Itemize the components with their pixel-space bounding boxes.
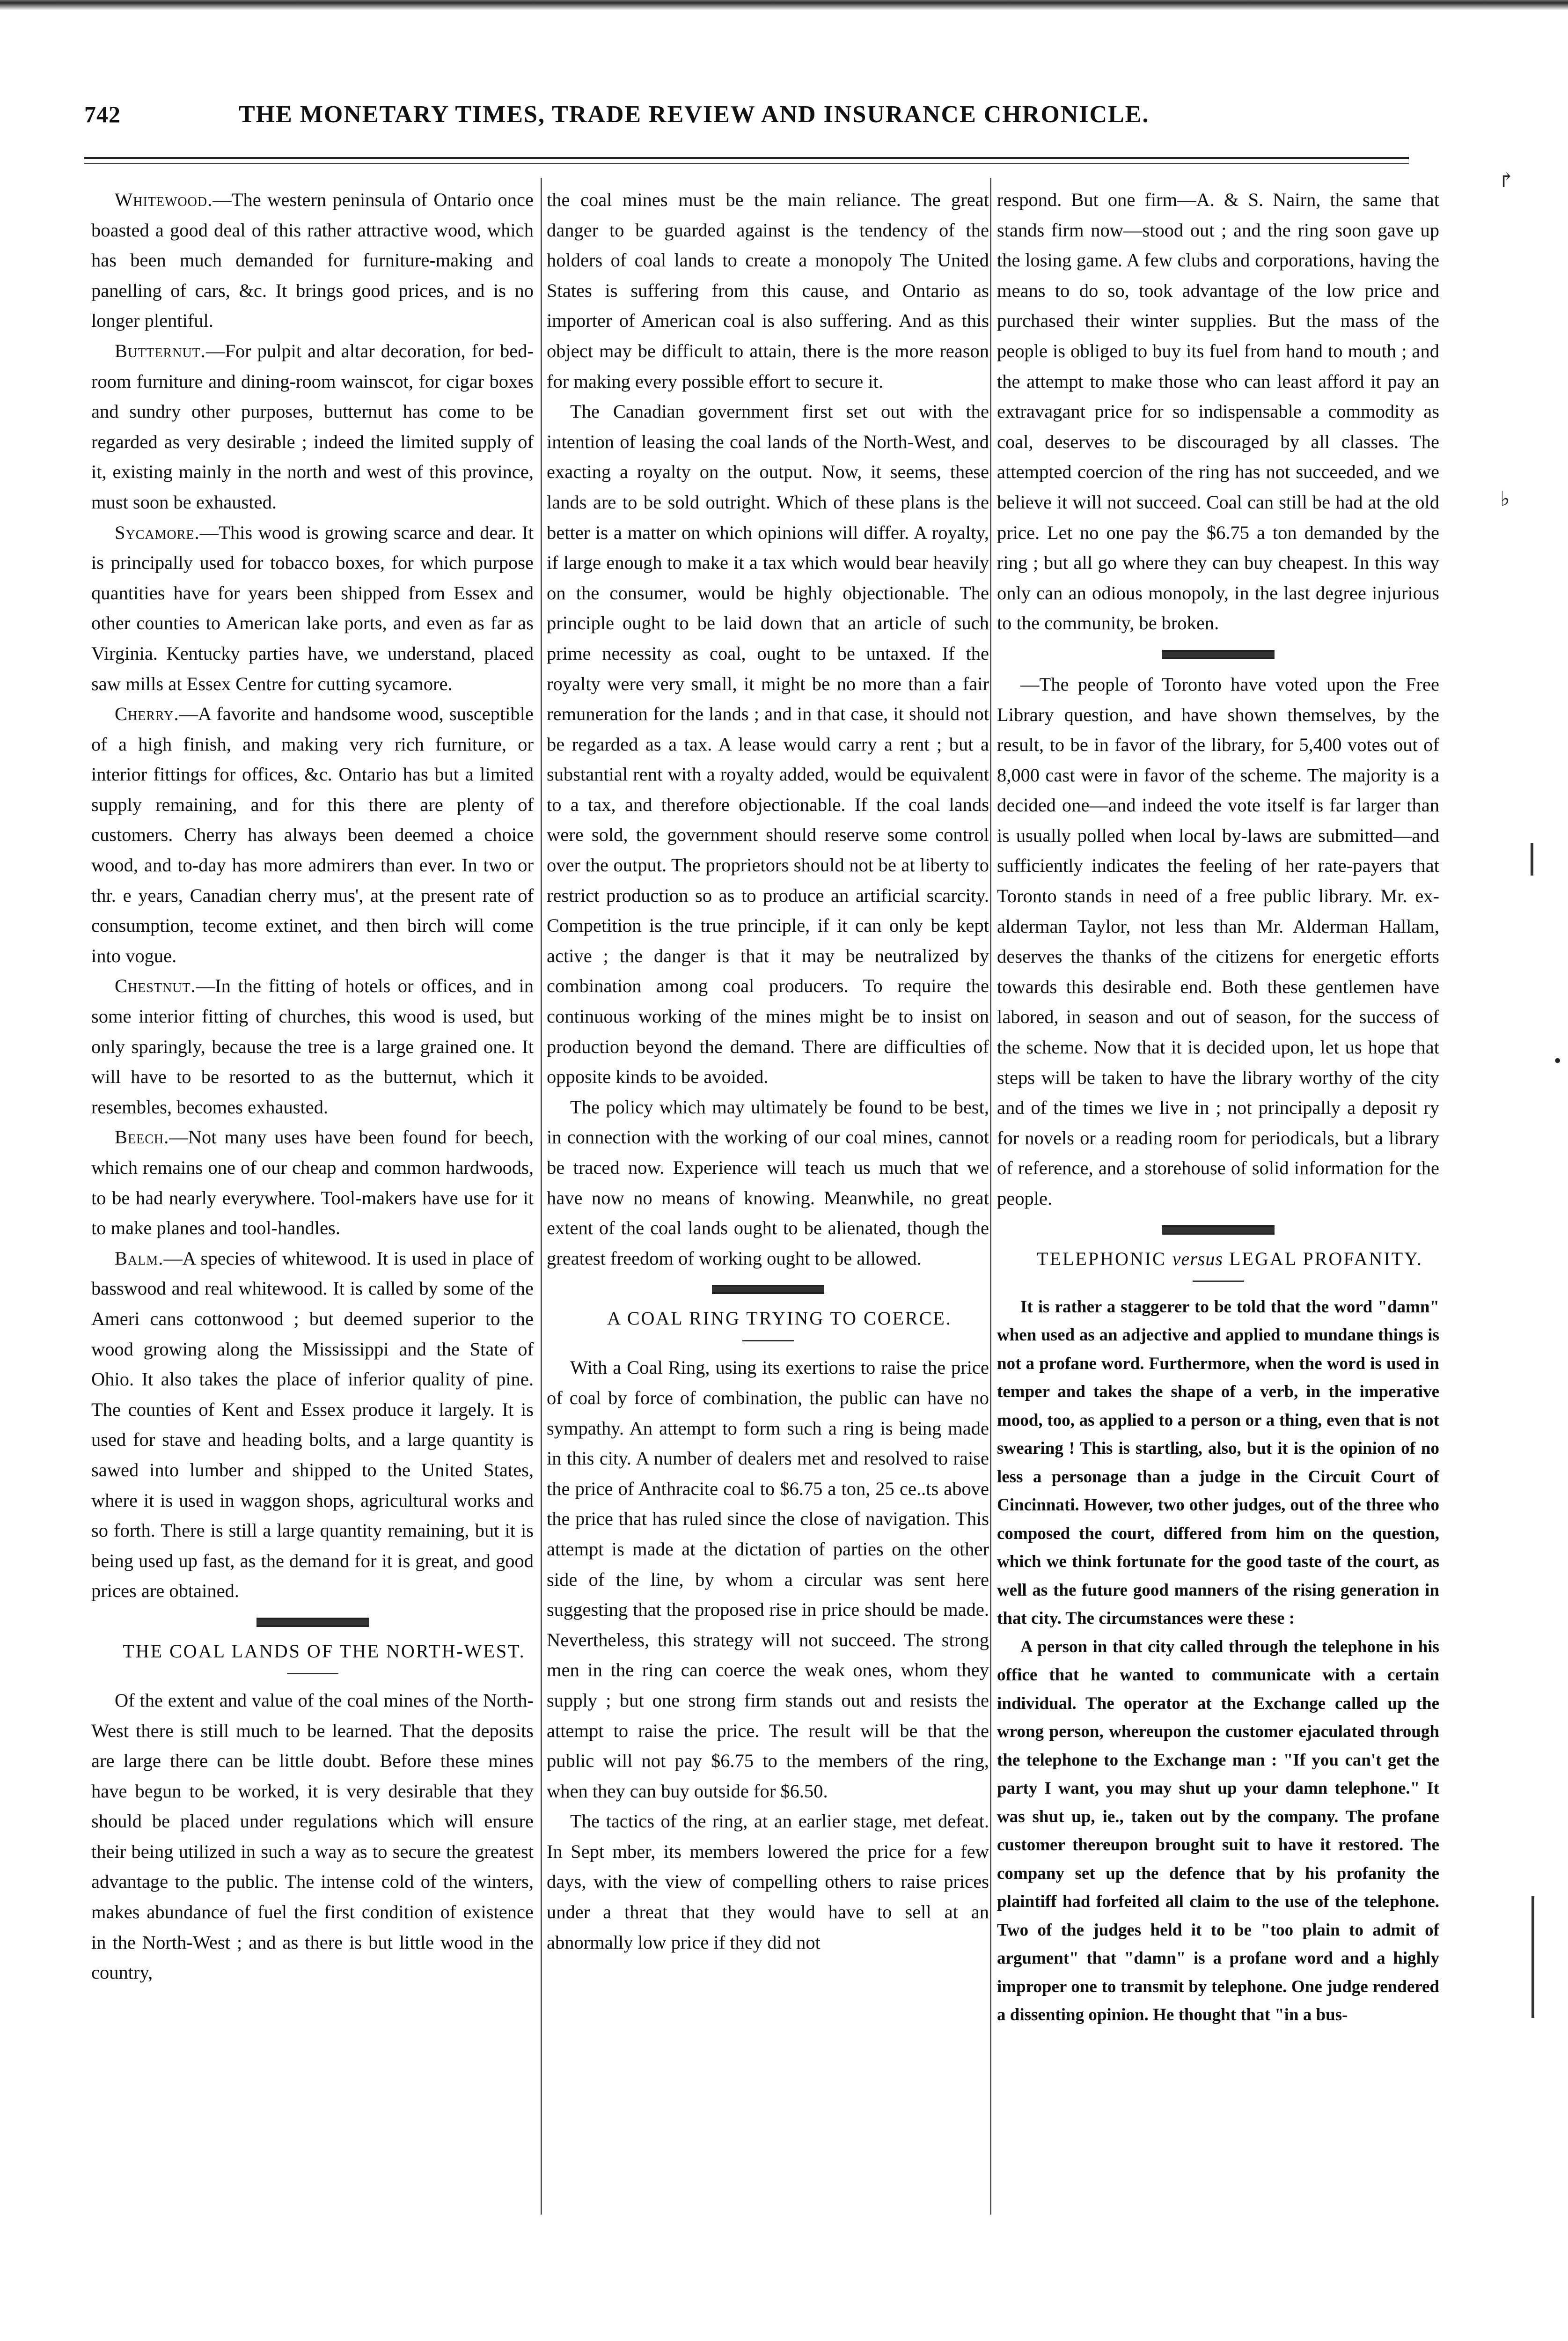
coal-lands-continued: the coal mines must be the main reliance. The great danger to be guarded against is the tendency of the holders of coal lands to create a monopoly The United States is suffering from this cause, and Ontario as importer of American coal is also suffering. And as this object may be difficult to attain, there is the more reason for making every possible effort to secure it. xyxy=(547,189,989,392)
margin-mark: • xyxy=(1554,1049,1561,1072)
scan-streak xyxy=(1531,1896,1534,2018)
entry-term: Chestnut. xyxy=(115,975,196,997)
heading-versus: versus xyxy=(1172,1248,1223,1269)
scan-streak xyxy=(1531,843,1533,876)
cherry-entry xyxy=(91,699,534,971)
column-1 xyxy=(91,185,534,1988)
heading-rule xyxy=(742,1340,794,1341)
entry-text: —A favorite and handsome wood, susceptible of a high finish, and making very rich furniture, or interior fittings for offices, &c. Ontario has but a limited supply remaining, and for this there are plenty of customers. Cherry has always been deemed a choice wood, and to-day has more admirers than ever. In two or thr. e years, Canadian cherry mus', at the present rate of consumption, tecome extinet, and then birch will come into vogue. xyxy=(91,703,534,966)
whitewood-entry xyxy=(91,185,534,336)
entry-term: Beech. xyxy=(115,1126,169,1148)
top-edge-rule xyxy=(0,0,1568,10)
heading-part: TELEPHONIC xyxy=(1037,1248,1166,1269)
page-header xyxy=(84,101,1409,143)
column-2 xyxy=(547,185,989,1958)
header-rule-thin xyxy=(84,163,1409,164)
coal-lands-paragraph-3: The policy which may ultimately be found to be best, in connection with the working of our coal mines, cannot be traced now. Experience will teach us much that we have now no means of knowing. Meanwhile, no great extent of the coal lands ought to be alienated, though the greatest freedom of working ought to be allowed. xyxy=(547,1096,989,1269)
heading-part: LEGAL PROFANITY. xyxy=(1229,1248,1423,1269)
coal-ring-heading: A COAL RING TRYING TO COERCE. xyxy=(607,1308,952,1329)
heading-rule xyxy=(1193,1281,1244,1282)
coal-ring-paragraph-2: The tactics of the ring, at an earlier stage, met defeat. In Sept mber, its members lowered the price for a few days, with the view of compelling others to raise prices under a threat that they would have to sell at an abnormally low price if they did not xyxy=(547,1811,989,1953)
entry-text: —Not many uses have been found for beech, which remains one of our cheap and common hardwoods, to be had nearly everywhere. Tool-makers have use for it to make planes and tool-handles. xyxy=(91,1126,534,1239)
column-divider-2 xyxy=(990,178,991,2215)
section-separator xyxy=(712,1285,824,1294)
page-number: 742 xyxy=(84,101,121,127)
section-separator xyxy=(1162,650,1275,659)
entry-term: Balm. xyxy=(115,1247,164,1269)
column-3 xyxy=(997,185,1439,2030)
entry-term: Butternut. xyxy=(115,340,206,361)
coal-lands-heading: THE COAL LANDS OF THE NORTH-WEST. xyxy=(123,1640,526,1662)
coal-ring-paragraph-1: With a Coal Ring, using its exertions to raise the price of coal by force of combination, the public can have no sympathy. An attempt to form such a ring is being made in this city. A number of dealers met and resolved to raise the price of Anthracite coal to $6.75 a ton, 25 ce..ts above the price that has ruled since the close of navigation. This attempt is made at the dictation of parties on the other side of the line, by whom a circular was sent here suggesting that the proposed rise in price should be made. Nevertheless, this strategy will not succeed. The strong men in the ring can coerce the weak ones, whom they supply ; but one strong firm stands out and resists the attempt to raise the price. The result will be that the public will not pay $6.75 to the members of the ring, when they can buy outside for $6.50. xyxy=(547,1357,989,1802)
coal-lands-paragraph: Of the extent and value of the coal mines of the North-West there is still much to be learned. That the deposits are large there can be little doubt. Before these mines have begun to be worked, it is very desirable that they should be placed under regulations which will ensure their being utilized in such a way as to secure the greatest advantage to the public. The intense cold of the winters, makes abundance of fuel the first condition of existence in the North-West ; and as there is but little wood in the country, xyxy=(91,1689,534,1983)
section-separator xyxy=(1162,1225,1275,1235)
coal-ring-continued: respond. But one firm—A. & S. Nairn, the same that stands firm now—stood out ; and the ring soon gave up the losing game. A few clubs and corporations, having the means to do so, took advantage of the low price and purchased their winter supplies. But the mass of the people is obliged to buy its fuel from hand to mouth ; and the attempt to make those who can least afford it pay an extravagant price for so indispensable a commodity as coal, deserves to be discouraged by all classes. The attempted coercion of the ring has not succeeded, and we believe it will not succeed. Coal can still be had at the old price. Let no one pay the $6.75 a ton demanded by the ring ; but all go where they can buy cheapest. In this way only can an odious monopoly, in the last degree injurious to the community, be broken. xyxy=(997,189,1439,634)
free-library-paragraph: —The people of Toronto have voted upon the Free Library question, and have shown themselves, by the result, to be in favor of the library, for 5,400 votes out of 8,000 cast were in favor of the scheme. The majority is a decided one—and indeed the vote itself is far larger than is usually polled when local by-laws are submitted—and sufficiently indicates the feeling of her rate-payers that Toronto stands in need of a free public library. Mr. ex-alderman Taylor, not less than Mr. Alderman Hallam, deserves the thanks of the citizens for energetic efforts towards this desirable end. Both these gentlemen have labored, in season and out of season, for the success of the scheme. Now that it is decided upon, let us hope that steps will be taken to have the library worthy of the city and of the times we live in ; not principally a deposit ry for novels or a reading room for periodicals, but a library of reference, and a storehouse of solid information for the people. xyxy=(997,673,1439,1209)
entry-term: Whitewood. xyxy=(115,189,213,210)
chestnut-entry xyxy=(91,971,534,1122)
balm-entry xyxy=(91,1244,534,1606)
header-rule xyxy=(84,157,1409,159)
butternut-entry xyxy=(91,336,534,518)
entry-text: —For pulpit and altar decoration, for bed-room furniture and dining-room wainscot, for cigar boxes and sundry other purposes, butternut has come to be regarded as very desirable ; indeed the limited supply of it, existing mainly in the north and west of this province, must soon be exhausted. xyxy=(91,340,534,513)
entry-term: Sycamore. xyxy=(115,522,200,543)
sycamore-entry xyxy=(91,518,534,699)
section-separator xyxy=(256,1618,369,1627)
column-divider-1 xyxy=(541,178,542,2215)
margin-mark: ↱ xyxy=(1498,169,1515,192)
telephonic-heading xyxy=(997,1245,1439,1273)
telephonic-paragraph-1: It is rather a staggerer to be told that the word "damn" when used as an adjective and applied to mundane things is not a profane word. Furthermore, when the word is used in temper and takes the shape of a verb, in the imperative mood, too, as applied to a person or a thing, even that is not swearing ! This is startling, also, but it is the opinion of no less a personage than a judge in the Circuit Court of Cincinnati. However, two other judges, out of the three who composed the court, differed from him on the question, which we think fortunate for the good taste of the court, as well as the future good manners of the rising generation in that city. The circumstances were these : xyxy=(997,1297,1439,1628)
telephonic-paragraph-2: A person in that city called through the telephone in his office that he wanted to communicate with a certain individual. The operator at the Exchange called up the wrong person, whereupon the customer ejaculated through the telephone to the Exchange man : "If you can't get the party I want, you may shut up your damn telephone." It was shut up, ie., taken out by the company. The profane customer thereupon brought suit to have it restored. The company set up the defence that by his profanity the plaintiff had forfeited all claim to the use of the telephone. Two of the judges held it to be "too plain to admit of argument" that "damn" is a profane word and a highly improper one to transmit by telephone. One judge rendered a dissenting opinion. He thought that "in a bus- xyxy=(997,1637,1439,2025)
coal-lands-paragraph-2: The Canadian government first set out with the intention of leasing the coal lands of the North-West, and exacting a royalty on the output. Now, it seems, these lands are to be sold outright. Which of these plans is the better is a matter on which opinions will differ. A royalty, if large enough to make it a tax which would bear heavily on the consumer, would be highly objectionable. The principle ought to be laid down that an article of such prime necessity as coal, ought to be untaxed. If the royalty were very small, it might be no more than a fair remuneration for the lands ; and in that case, it should not be regarded as a tax. A lease would carry a rent ; but a substantial rent with a royalty added, would be equivalent to a tax, and therefore objectionable. If the coal lands were sold, the government should reserve some control over the output. The proprietors should not be at liberty to restrict production so as to produce an artificial scarcity. Competition is the true principle, if it can only be kept active ; the danger is that it may be neutralized by combination among coal producers. To require the continuous working of the mines might be to insist on production beyond the demand. There are difficulties of opposite kinds to be avoided. xyxy=(547,401,989,1088)
entry-text: —This wood is growing scarce and dear. It is principally used for tobacco boxes, for which purpose quantities have for years been shipped from Essex and other counties to American lake ports, and even as far as Virginia. Kentucky parties have, we understand, placed saw mills at Essex Centre for cutting sycamore. xyxy=(91,522,534,694)
margin-mark: ♭ xyxy=(1500,487,1510,510)
entry-term: Cherry. xyxy=(115,703,179,725)
entry-text: —In the fitting of hotels or offices, and in some interior fitting of churches, this wood is used, but only sparingly, because the tree is a large grained one. It will have to be resorted to as the butternut, which it resembles, becomes exhausted. xyxy=(91,975,534,1118)
beech-entry xyxy=(91,1122,534,1243)
entry-text: —The western peninsula of Ontario once boasted a good deal of this rather attractive wood, which has been much demanded for furniture-making and panelling of cars, &c. It brings good prices, and is no longer plentiful. xyxy=(91,189,534,331)
journal-title: THE MONETARY TIMES, TRADE REVIEW AND INSURANCE CHRONICLE. xyxy=(239,101,1150,128)
heading-rule xyxy=(287,1673,338,1674)
entry-text: —A species of whitewood. It is used in place of basswood and real whitewood. It is called by some of the Ameri cans cottonwood ; but deemed superior to the wood growing along the Mississippi and the State of Ohio. It also takes the place of inferior quality of pine. The counties of Kent and Essex produce it largely. It is used for stave and heading bolts, and a large quantity is sawed into lumber and shipped to the United States, where it is used in waggon shops, agricultural works and so forth. There is still a large quantity remaining, but it is being used up fast, as the demand for it is great, and good prices are obtained. xyxy=(91,1247,534,1602)
